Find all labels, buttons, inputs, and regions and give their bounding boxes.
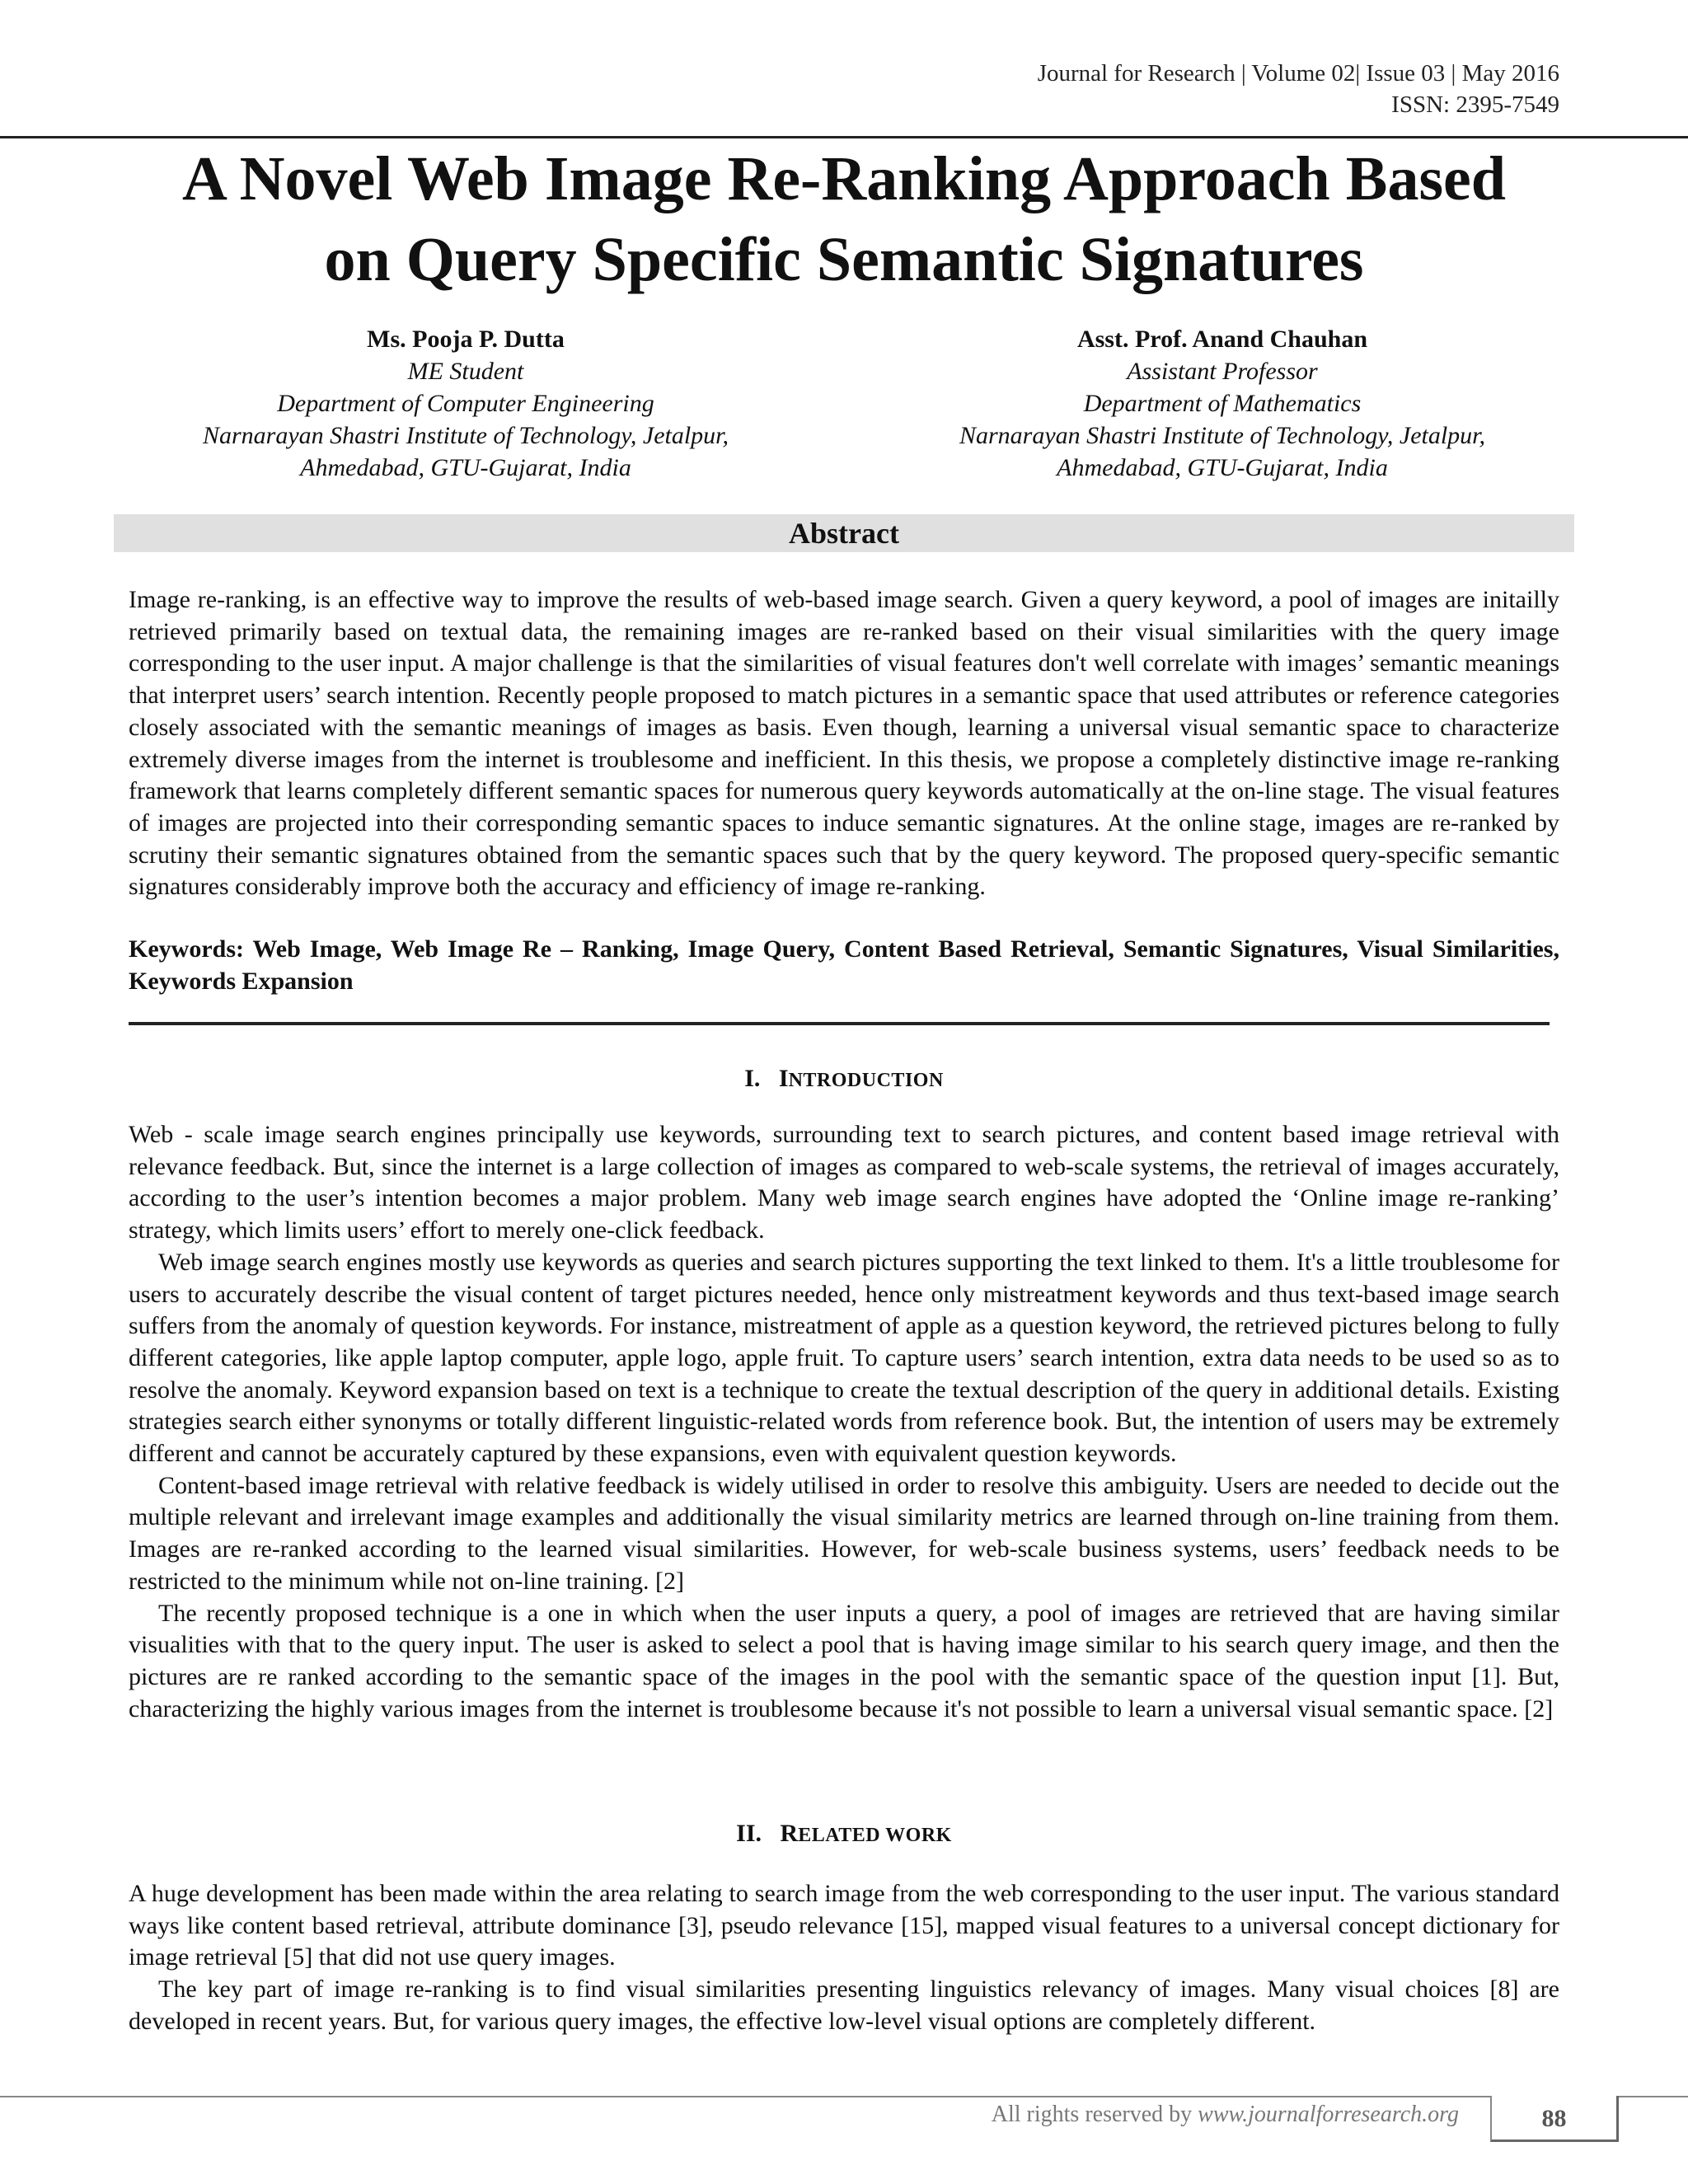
author-institute: Narnarayan Shastri Institute of Technology, Jetalpur, [959,422,1486,449]
abstract-heading: Abstract [114,514,1574,552]
paragraph: Web image search engines mostly use keywords as queries and search pictures supporting the text linked to them. It's a little troublesome for users to accurately describe the visual content of target pictures needed, hence only mistreatment keywords and thus text-based image search suffers from the anomaly of question keywords. For instance, mistreatment of apple as a question keyword, the retrieved pictures belong to fully different categories, like apple laptop computer, apple logo, apple fruit. To capture users’ search intention, extra data needs to be used so as to resolve the anomaly. Keyword expansion based on text is a technique to create the textual description of the query in additional details. Existing strategies search either synonyms or totally different linguistic-related words from reference book. But, the intention of users may be extremely different and cannot be accurately captured by these expansions, even with equivalent question keywords. [129,1248,1559,1468]
section-number: I. [744,1065,761,1092]
author-block [124,323,1564,484]
page-number: 88 [1490,2096,1619,2142]
rights-text: All rights reserved by [991,2102,1193,2127]
footer-rights [992,2102,1459,2128]
section-title-initial: I [778,1065,789,1092]
journal-header [1038,58,1559,120]
abstract-body [129,584,1559,903]
section-heading-related-work [129,1818,1559,1851]
abstract-paragraph: Image re-ranking, is an effective way to improve the results of web-based image search. Given a query keyword, a pool of images are initailly retrieved primarily based on textual data, the remaining images are re-ranked based on their visual similarities with the query image corresponding to the user input. A major challenge is that the similarities of visual features don't well correlate with images’ semantic meanings that interpret users’ search intention. Recently people proposed to match pictures in a semantic space that used attributes or reference categories closely associated with the semantic meanings of images as basis. Even though, learning a universal visual semantic space to characterize extremely diverse images from the internet is troublesome and inefficient. In this thesis, we propose a completely distinctive image re-ranking framework that learns completely different semantic spaces for numerous query keywords automatically at the on-line stage. The visual features of images are projected into their corresponding semantic spaces to induce semantic signatures. At the online stage, images are re-ranked by scrutiny their semantic signatures obtained from the semantic spaces such that by the query keyword. The proposed query-specific semantic signatures considerably improve both the accuracy and efficiency of image re-ranking. [129,586,1559,901]
section-title-initial: R [780,1820,799,1847]
section-title-rest: ELATED WORK [798,1825,952,1846]
keywords: Keywords: Web Image, Web Image Re – Ranking, Image Query, Content Based Retrieval, Semantic Signatures, Visual Similarities, Keywords Expansion [129,935,1559,995]
keywords-rule [129,1022,1550,1025]
issn: ISSN: 2395-7549 [1391,91,1559,118]
paragraph: Content-based image retrieval with relative feedback is widely utilised in order to resolve this ambiguity. Users are needed to decide out the multiple relevant and irrelevant image examples and additionally the visual similarity metrics are learned through on-line training from them. Images are re-ranked according to the learned visual similarities. However, for web-scale business systems, users’ feedback needs to be restricted to the minimum while not on-line training. [2] [129,1471,1559,1595]
introduction-body [129,1119,1559,1725]
author-name: Asst. Prof. Anand Chauhan [1076,326,1368,353]
author-role: Assistant Professor [1127,358,1318,385]
author-location: Ahmedabad, GTU-Gujarat, India [1057,454,1388,481]
paragraph: The key part of image re-ranking is to find visual similarities presenting linguistics relevancy of images. Many visual choices [8] are developed in recent years. But, for various query images, the effective low-level visual options are completely different. [129,1975,1559,2035]
paragraph: A huge development has been made within the area relating to search image from the web corresponding to the user input. The various standard ways like content based retrieval, attribute dominance [3], pseudo relevance [15], mapped visual features to a universal concept dictionary for image retrieval [5] that did not use query images. [129,1880,1559,1971]
author-department: Department of Computer Engineering [277,390,654,417]
footer-rule-right [1619,2096,1688,2097]
journal-info: Journal for Research | Volume 02| Issue 03 | May 2016 [1037,60,1559,87]
paper-title [82,138,1606,300]
paragraph: Web - scale image search engines principally use keywords, surrounding text to search pictures, and content based image retrieval with relevance feedback. But, since the internet is a large collection of images as compared to web-scale systems, the retrieval of images accurately, according to the user’s intention becomes a major problem. Many web image search engines have adopted the ‘Online image re-ranking’ strategy, which limits users’ effort to merely one-click feedback. [129,1121,1559,1244]
footer-rule [0,2096,1490,2097]
title-line-2: on Query Specific Semantic Signatures [324,225,1364,294]
author-institute: Narnarayan Shastri Institute of Technology, Jetalpur, [202,422,729,449]
author-location: Ahmedabad, GTU-Gujarat, India [300,454,631,481]
paragraph: The recently proposed technique is a one in which when the user inputs a query, a pool of images are retrieved that are having similar visualities with that to the query input. The user is asked to select a pool that is having image similar to his search query image, and then the pictures are re ranked according to the semantic space of the images in the pool with the semantic space of the question input [1]. But, characterizing the highly various images from the internet is troublesome because it's not possible to learn a universal visual semantic space. [2] [129,1599,1559,1722]
section-title-rest: NTRODUCTION [788,1070,944,1091]
related-work-body [129,1878,1559,2038]
author-department: Department of Mathematics [1083,390,1362,417]
title-line-1: A Novel Web Image Re-Ranking Approach Based [181,144,1507,213]
journal-website-link[interactable]: www.journalforresearch.org [1198,2102,1459,2127]
section-number: II. [736,1820,762,1847]
author-name: Ms. Pooja P. Dutta [367,326,565,353]
author-role: ME Student [407,358,524,385]
author-2 [880,323,1564,484]
author-1 [124,323,808,484]
section-heading-introduction [129,1063,1559,1096]
